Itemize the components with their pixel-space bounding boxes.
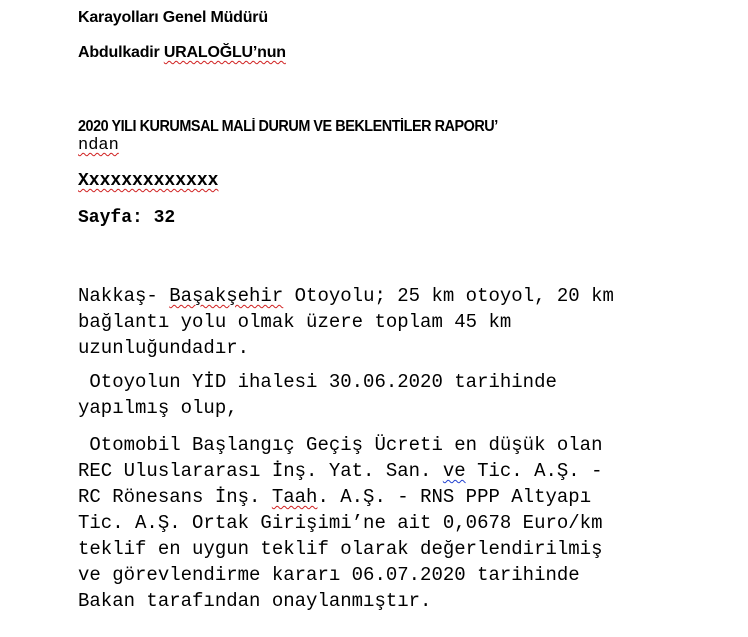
text-span: RC Rönesans İnş.: [78, 486, 272, 508]
placeholder-name: [78, 171, 218, 191]
grammar-flag-ve[interactable]: ve: [442, 460, 466, 482]
text-span: REC Uluslararası İnş. Yat. San.: [78, 460, 443, 482]
paragraph-1-line-1: [78, 283, 614, 309]
spellcheck-flag-basaksehir[interactable]: Başakşehir: [169, 285, 284, 307]
report-title-text: 2020 YILI KURUMSAL MALİ DURUM VE BEKLENTİLER RAPORU’: [78, 118, 498, 135]
paragraph-1: [78, 283, 614, 361]
paragraph-3-line-1: Otomobil Başlangıç Geçiş Ücreti en düşük olan: [78, 434, 603, 456]
report-title-suffix: [78, 136, 119, 155]
paragraph-3-line-6: ve görevlendirme kararı 06.07.2020 tarihinde: [78, 564, 580, 586]
institution-name: Karayolları Genel Müdürü: [78, 9, 268, 26]
placeholder-name-spellcheck-flag[interactable]: Xxxxxxxxxxxxx: [78, 171, 219, 191]
paragraph-3-line-3: [78, 484, 603, 510]
text-span: Tic. A.Ş. -: [465, 460, 603, 482]
paragraph-3: [78, 432, 603, 614]
text-span: Nakkaş-: [78, 285, 170, 307]
paragraph-2: [78, 369, 557, 421]
paragraph-3-line-5: teklif en uygun teklif olarak değerlendirilmiş: [78, 538, 603, 560]
page-label-text: Sayfa: 32: [78, 208, 176, 228]
paragraph-2-line-2: yapılmış olup,: [78, 397, 238, 419]
report-suffix-spellcheck-flag[interactable]: ndan: [78, 136, 119, 155]
author-first-name: Abdulkadir: [78, 44, 164, 61]
paragraph-1-line-3: uzunluğundadır.: [78, 337, 250, 359]
header-institution: [78, 9, 268, 27]
report-title: [78, 118, 498, 136]
author-surname-spellcheck-flag[interactable]: URALOĞLU’nun: [163, 44, 286, 61]
spellcheck-flag-taah[interactable]: Taah: [271, 486, 318, 508]
paragraph-3-line-2: [78, 458, 603, 484]
paragraph-3-line-4: Tic. A.Ş. Ortak Girişimi’ne ait 0,0678 Euro/km: [78, 512, 603, 534]
page-number-label: [78, 208, 175, 228]
paragraph-3-line-7: Bakan tarafından onaylanmıştır.: [78, 590, 432, 612]
paragraph-1-line-2: bağlantı yolu olmak üzere toplam 45 km: [78, 311, 512, 333]
text-span: Otoyolu; 25 km otoyol, 20 km: [283, 285, 614, 307]
paragraph-2-line-1: Otoyolun YİD ihalesi 30.06.2020 tarihinde: [78, 371, 557, 393]
header-author: [78, 44, 286, 62]
text-span: . A.Ş. - RNS PPP Altyapı: [317, 486, 592, 508]
